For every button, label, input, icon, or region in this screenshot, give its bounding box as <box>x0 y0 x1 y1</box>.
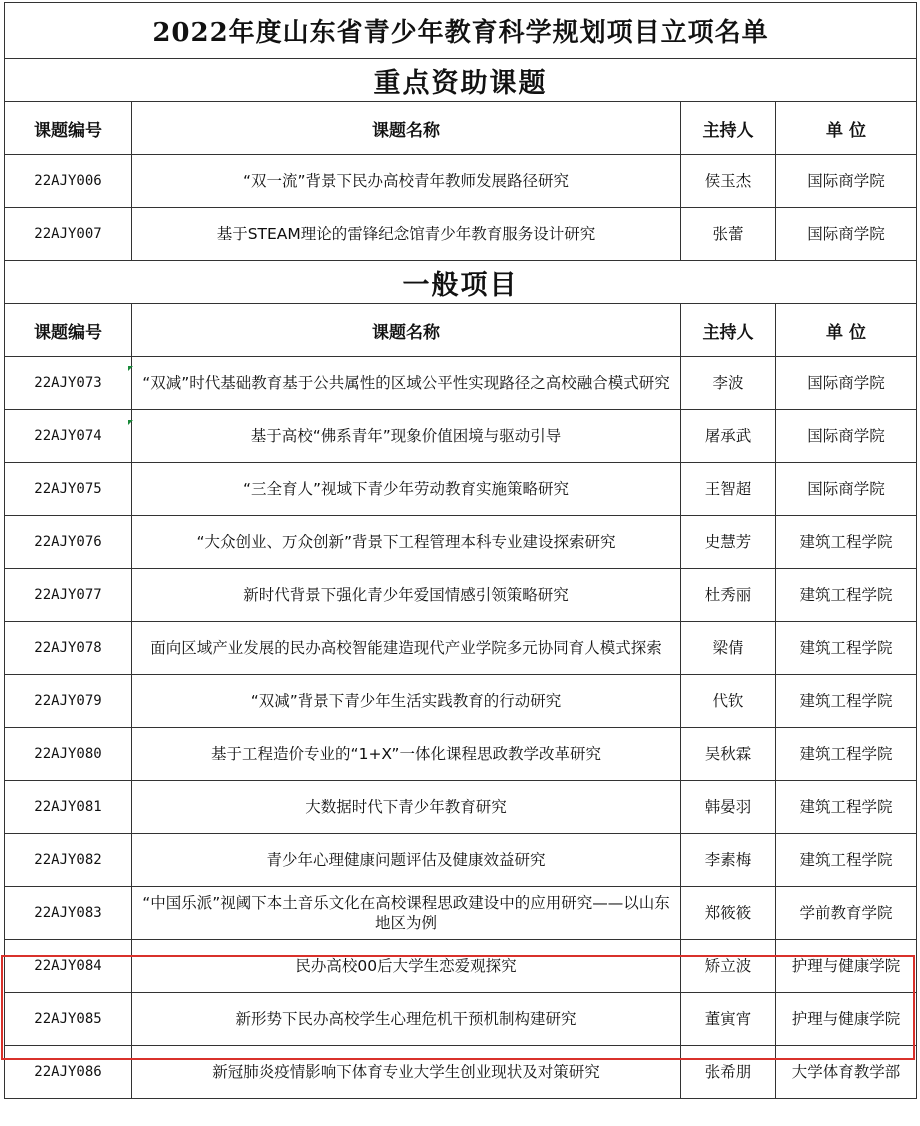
project-host: 张蕾 <box>681 208 776 261</box>
project-host: 韩晏羽 <box>681 781 776 834</box>
project-code: 22AJY007 <box>5 208 132 261</box>
project-unit: 建筑工程学院 <box>776 675 917 728</box>
project-unit: 护理与健康学院 <box>776 940 917 993</box>
table-row <box>5 357 917 410</box>
project-code: 22AJY073 <box>5 357 132 410</box>
project-code: 22AJY075 <box>5 463 132 516</box>
project-host: 代钦 <box>681 675 776 728</box>
project-host: 吴秋霖 <box>681 728 776 781</box>
table-row <box>5 208 917 261</box>
project-name: “双减”时代基础教育基于公共属性的区域公平性实现路径之高校融合模式研究 <box>132 357 681 410</box>
table-row <box>5 728 917 781</box>
project-name: 基于STEAM理论的雷锋纪念馆青少年教育服务设计研究 <box>132 208 681 261</box>
project-name: “中国乐派”视阈下本土音乐文化在高校课程思政建设中的应用研究——以山东地区为例 <box>132 887 681 940</box>
project-unit: 国际商学院 <box>776 463 917 516</box>
project-unit: 大学体育教学部 <box>776 1046 917 1099</box>
project-code: 22AJY081 <box>5 781 132 834</box>
project-name: 民办高校00后大学生恋爱观探究 <box>132 940 681 993</box>
cell-comment-marker-icon <box>128 366 133 371</box>
table-row <box>5 516 917 569</box>
project-host: 梁倩 <box>681 622 776 675</box>
project-code: 22AJY078 <box>5 622 132 675</box>
project-unit: 国际商学院 <box>776 410 917 463</box>
project-name: 新冠肺炎疫情影响下体育专业大学生创业现状及对策研究 <box>132 1046 681 1099</box>
project-unit: 建筑工程学院 <box>776 516 917 569</box>
project-code: 22AJY074 <box>5 410 132 463</box>
project-code: 22AJY076 <box>5 516 132 569</box>
table-row-highlighted <box>5 940 917 993</box>
column-header-unit: 单 位 <box>776 304 917 357</box>
column-header-name: 课题名称 <box>132 304 681 357</box>
column-header-name: 课题名称 <box>132 102 681 155</box>
section-title-general-projects: 一般项目 <box>5 261 917 304</box>
table-row <box>5 463 917 516</box>
project-table <box>4 2 917 1099</box>
table-header <box>5 304 917 357</box>
table-row <box>5 675 917 728</box>
project-unit: 建筑工程学院 <box>776 569 917 622</box>
project-code: 22AJY085 <box>5 993 132 1046</box>
project-name: 基于工程造价专业的“1+X”一体化课程思政教学改革研究 <box>132 728 681 781</box>
project-code: 22AJY080 <box>5 728 132 781</box>
project-unit: 建筑工程学院 <box>776 622 917 675</box>
project-name: 面向区域产业发展的民办高校智能建造现代产业学院多元协同育人模式探索 <box>132 622 681 675</box>
project-code: 22AJY083 <box>5 887 132 940</box>
table-row <box>5 569 917 622</box>
project-host: 张希朋 <box>681 1046 776 1099</box>
table-row <box>5 410 917 463</box>
project-unit: 国际商学院 <box>776 208 917 261</box>
project-host: 董寅宵 <box>681 993 776 1046</box>
project-host: 李波 <box>681 357 776 410</box>
table-header <box>5 102 917 155</box>
table-row <box>5 622 917 675</box>
project-code: 22AJY084 <box>5 940 132 993</box>
table-row-highlighted <box>5 993 917 1046</box>
table-row <box>5 1046 917 1099</box>
project-host: 侯玉杰 <box>681 155 776 208</box>
project-unit: 国际商学院 <box>776 357 917 410</box>
project-name: 大数据时代下青少年教育研究 <box>132 781 681 834</box>
project-host: 王智超 <box>681 463 776 516</box>
column-header-host: 主持人 <box>681 304 776 357</box>
project-code: 22AJY082 <box>5 834 132 887</box>
project-name: “三全育人”视域下青少年劳动教育实施策略研究 <box>132 463 681 516</box>
column-header-unit: 单 位 <box>776 102 917 155</box>
project-code: 22AJY006 <box>5 155 132 208</box>
section-title-key-projects: 重点资助课题 <box>5 59 917 102</box>
project-code: 22AJY079 <box>5 675 132 728</box>
project-code: 22AJY077 <box>5 569 132 622</box>
project-name: 新形势下民办高校学生心理危机干预机制构建研究 <box>132 993 681 1046</box>
project-host: 李素梅 <box>681 834 776 887</box>
project-unit: 建筑工程学院 <box>776 728 917 781</box>
project-list-sheet <box>4 2 916 1099</box>
column-header-host: 主持人 <box>681 102 776 155</box>
project-host: 屠承武 <box>681 410 776 463</box>
project-unit: 学前教育学院 <box>776 887 917 940</box>
project-name: 基于高校“佛系青年”现象价值困境与驱动引导 <box>132 410 681 463</box>
project-name: “大众创业、万众创新”背景下工程管理本科专业建设探索研究 <box>132 516 681 569</box>
project-unit: 建筑工程学院 <box>776 781 917 834</box>
project-name: “双一流”背景下民办高校青年教师发展路径研究 <box>132 155 681 208</box>
cell-comment-marker-icon <box>128 420 133 425</box>
project-name: 青少年心理健康问题评估及健康效益研究 <box>132 834 681 887</box>
project-code: 22AJY086 <box>5 1046 132 1099</box>
table-row <box>5 834 917 887</box>
column-header-code: 课题编号 <box>5 304 132 357</box>
table-row <box>5 887 917 940</box>
project-host: 郑筱筱 <box>681 887 776 940</box>
project-host: 杜秀丽 <box>681 569 776 622</box>
project-unit: 建筑工程学院 <box>776 834 917 887</box>
project-host: 矫立波 <box>681 940 776 993</box>
document-title: 2022年度山东省青少年教育科学规划项目立项名单 <box>5 3 917 59</box>
project-unit: 国际商学院 <box>776 155 917 208</box>
table-row <box>5 781 917 834</box>
project-name: 新时代背景下强化青少年爱国情感引领策略研究 <box>132 569 681 622</box>
column-header-code: 课题编号 <box>5 102 132 155</box>
table-row <box>5 155 917 208</box>
project-unit: 护理与健康学院 <box>776 993 917 1046</box>
project-name: “双减”背景下青少年生活实践教育的行动研究 <box>132 675 681 728</box>
project-host: 史慧芳 <box>681 516 776 569</box>
